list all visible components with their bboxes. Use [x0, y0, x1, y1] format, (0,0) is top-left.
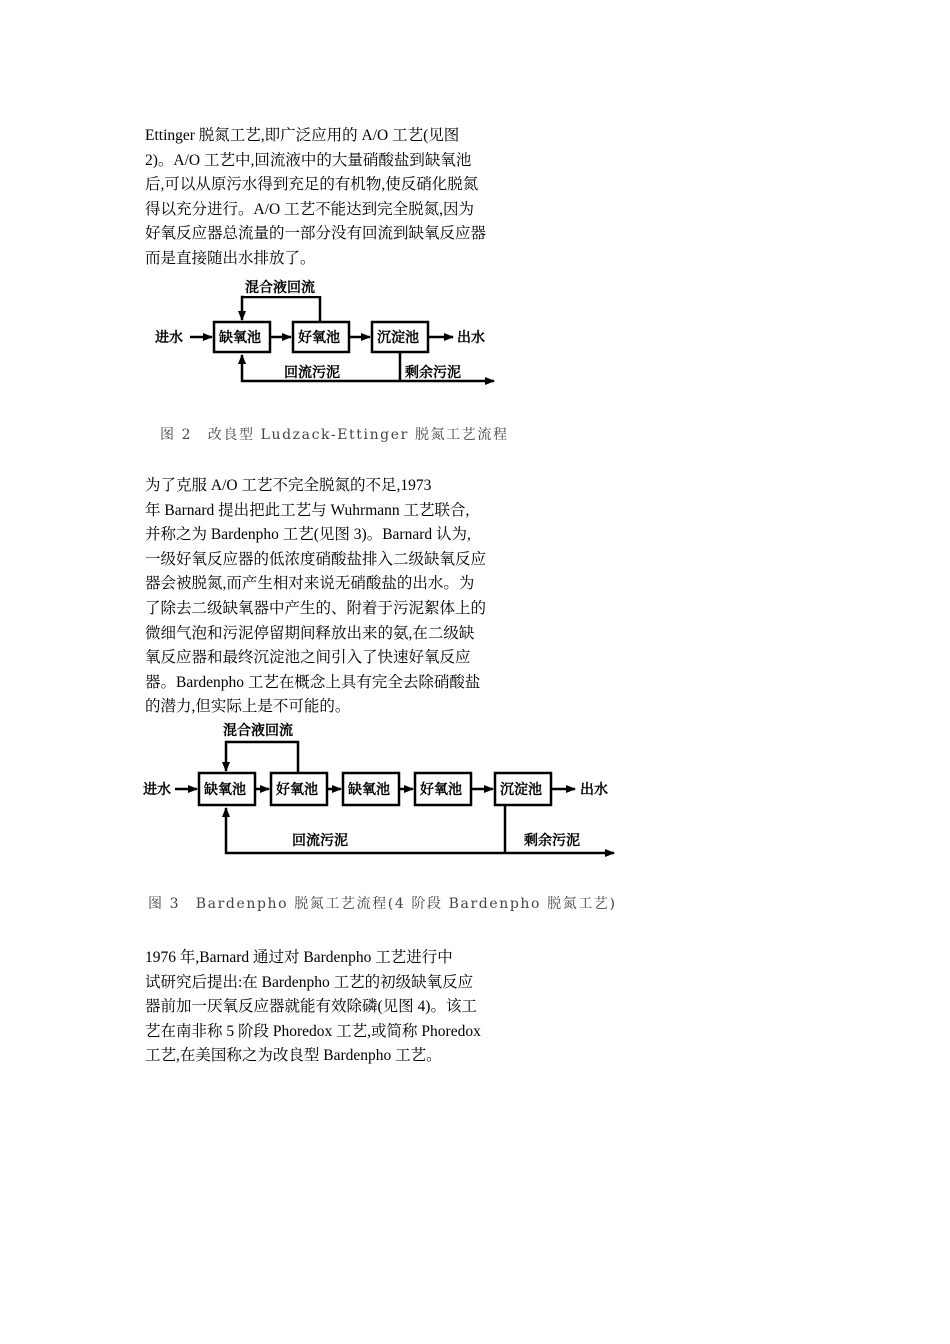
- figure-3-caption: 图 3 Bardenpho 脱氮工艺流程(4 阶段 Bardenpho 脱氮工艺): [148, 896, 617, 912]
- text-line: 1976 年,Barnard 通过对 Bardenpho 工艺进行中: [145, 949, 453, 966]
- box-label: 沉淀池: [377, 330, 419, 346]
- text-line: 了除去二级缺氧器中产生的、附着于污泥絮体上的: [145, 599, 487, 617]
- text-line: 氧反应器和最终沉淀池之间引入了快速好氧反应: [145, 649, 471, 667]
- mixed-liquor-return-label: 混合液回流: [223, 723, 293, 739]
- text-line: 而是直接随出水排放了。: [145, 249, 316, 267]
- paragraph-1: [145, 124, 486, 272]
- return-sludge-label: 回流污泥: [292, 833, 348, 849]
- box-label: 好氧池: [420, 782, 462, 798]
- box-label: 好氧池: [276, 782, 318, 798]
- return-sludge-label: 回流污泥: [284, 365, 340, 381]
- text-line: 试研究后提出:在 Bardenpho 工艺的初级缺氧反应: [145, 973, 474, 991]
- outlet-label: 出水: [457, 330, 485, 346]
- figure-2-caption: 图 2 改良型 Ludzack-Ettinger 脱氮工艺流程: [160, 427, 509, 443]
- mixed-liquor-return-line: [242, 297, 320, 322]
- excess-sludge-label: 剩余污泥: [405, 365, 461, 381]
- text-line: 器。Bardenpho 工艺在概念上具有完全去除硝酸盐: [145, 673, 481, 691]
- paragraph-3: [145, 946, 481, 1069]
- mixed-liquor-return-label: 混合液回流: [245, 280, 315, 296]
- text-line: 的潜力,但实际上是不可能的。: [145, 698, 351, 716]
- text-line: 得以充分进行。A/O 工艺不能达到完全脱氮,因为: [145, 200, 474, 218]
- outlet-label: 出水: [580, 782, 608, 798]
- text-line: 微细气泡和污泥停留期间释放出来的氨,在二级缺: [145, 624, 475, 642]
- text-line: 艺在南非称 5 阶段 Phoredox 工艺,或简称 Phoredox: [145, 1022, 481, 1040]
- box-label: 缺氧池: [204, 782, 246, 798]
- inlet-label: 进水: [143, 782, 171, 798]
- text-line: 一级好氧反应器的低浓度硝酸盐排入二级缺氧反应: [145, 550, 487, 568]
- box-label: 好氧池: [298, 330, 340, 346]
- excess-sludge-label: 剩余污泥: [524, 833, 580, 849]
- box-label: 沉淀池: [500, 782, 542, 798]
- box-label: 缺氧池: [219, 330, 261, 346]
- text-line: 工艺,在美国称之为改良型 Bardenpho 工艺。: [145, 1047, 442, 1065]
- text-line: Ettinger 脱氮工艺,即广泛应用的 A/O 工艺(见图: [145, 127, 460, 144]
- text-line: 并称之为 Bardenpho 工艺(见图 3)。Barnard 认为,: [145, 526, 471, 544]
- text-line: 好氧反应器总流量的一部分没有回流到缺氧反应器: [145, 225, 487, 243]
- mixed-liquor-return-line: [226, 742, 298, 773]
- text-line: 器前加一厌氧反应器就能有效除磷(见图 4)。该工: [145, 998, 477, 1016]
- box-label: 缺氧池: [348, 782, 390, 798]
- figure-3-flow-diagram: [0, 714, 950, 864]
- figure-2-flow-diagram: [0, 272, 950, 392]
- text-line: 年 Barnard 提出把此工艺与 Wuhrmann 工艺联合,: [145, 501, 470, 519]
- inlet-label: 进水: [155, 330, 183, 346]
- text-line: 后,可以从原污水得到充足的有机物,使反硝化脱氮: [145, 176, 479, 194]
- text-line: 器会被脱氮,而产生相对来说无硝酸盐的出水。为: [145, 575, 475, 593]
- text-line: 2)。A/O 工艺中,回流液中的大量硝酸盐到缺氧池: [145, 151, 472, 169]
- paragraph-2: [145, 474, 486, 720]
- return-sludge-line: [226, 808, 505, 853]
- text-line: 为了克服 A/O 工艺不完全脱氮的不足,1973: [145, 477, 432, 494]
